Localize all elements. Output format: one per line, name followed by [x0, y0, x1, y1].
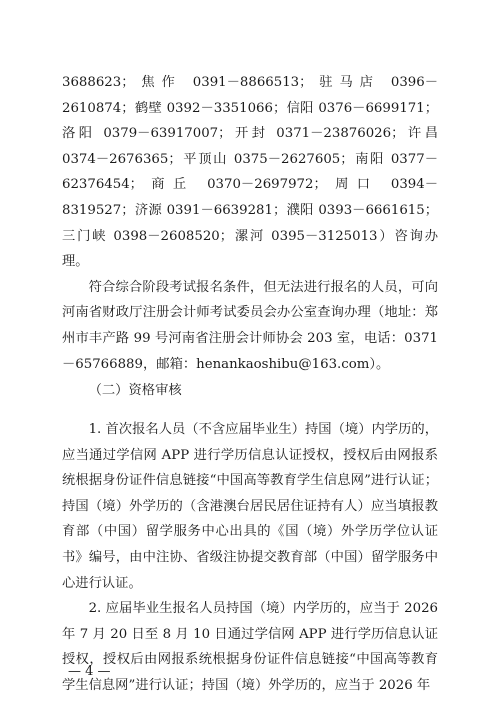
page-number: — 4 —: [68, 664, 111, 679]
list-item-1: 1. 首次报名人员（不含应届毕业生）持国（境）内学历的，应当通过学信网 APP 进行学历信息认证授权，授权后由网报系统根据身份证件信息链接“中国高等教育学生信息网”进行认证；持国（境）外学历的（含港澳台居民居住证持有人）应当填报教育部（中国）留学服务中心出具的《国（境）外学历学位认证书》编号，由中注协、省级注协提交教育部（中国）留学服务中心进行认证。: [62, 422, 438, 591]
document-body: [62, 70, 438, 699]
list-item-2: 2. 应届毕业生报名人员持国（境）内学历的，应当于 2026 年 7 月 20 日至 8 月 10 日通过学信网 APP 进行学历信息认证授权，授权后由网报系统根据身份证件信息链接“中国高等教育学生信息网”进行认证；持国（境）外学历的，应当于 2026 年: [62, 601, 438, 693]
paragraph-inquiry: 符合综合阶段考试报名条件，但无法进行报名的人员，可向河南省财政厅注册会计师考试委员会办公室查询办理（地址：郑州市丰产路 99 号河南省注册会计师协会 203 室，电话：0371－65766889，邮箱：henankaoshibu@163.com）。: [62, 279, 438, 372]
paragraph-contact-list: 3688623；焦作 0391－8866513；驻马店 0396－2610874；鹤壁 0392－3351066；信阳 0376－6699171；洛阳 0379－63917007；开封 0371－23876026；许昌 0374－2676365；平顶山 0375－2627605；南阳 0377－62376454；商丘 0370－2697972；周口 0394－8319527；济源 0391－6639281；濮阳 0393－6661615；三门峡 0398－2608520；漯河 0395－3125013）咨询办理。: [62, 75, 438, 270]
section-heading: （二）资格审核: [88, 383, 182, 399]
